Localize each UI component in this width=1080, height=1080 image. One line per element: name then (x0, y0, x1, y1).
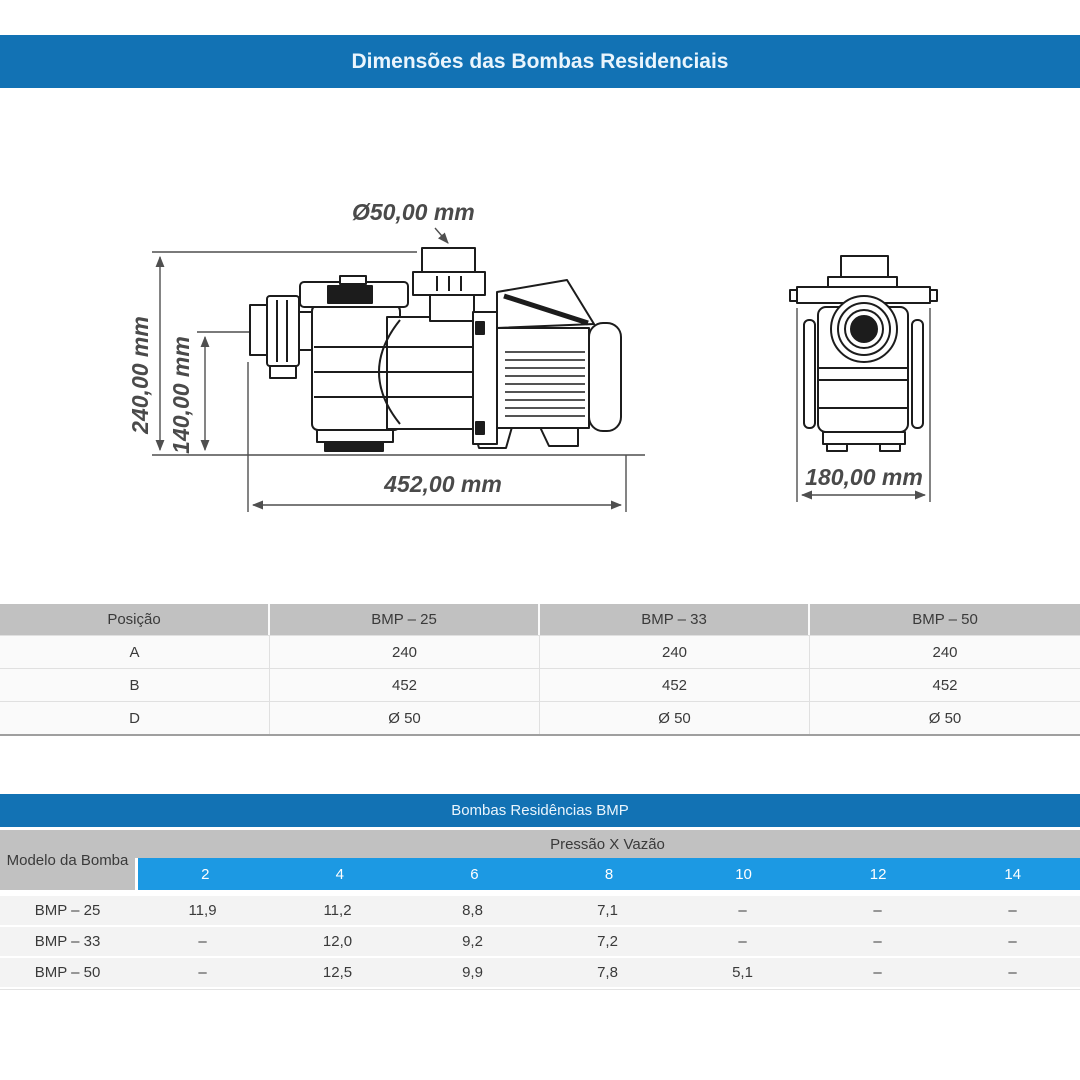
dim-table-cell: 452 (270, 669, 540, 701)
performance-value-cell: – (873, 964, 882, 981)
performance-value-cell: – (198, 964, 207, 981)
dim-table-cell: Ø 50 (540, 702, 810, 734)
diameter-dimension-label: Ø50,00 mm (352, 199, 475, 225)
dim-table-row (0, 635, 1080, 668)
dimensions-table (0, 604, 1080, 736)
performance-value-cell: – (738, 933, 747, 950)
dim-table-header-cell: Posição (0, 604, 270, 635)
dim-table-header-cell: BMP – 33 (540, 604, 810, 635)
performance-value-cell: 11,2 (323, 902, 352, 919)
pump-side-view (250, 248, 621, 451)
performance-value-cell: 9,9 (462, 964, 483, 981)
dim-table-cell: 240 (932, 643, 958, 661)
length-dimension-label: 452,00 mm (384, 471, 502, 497)
dim-table-cell: 452 (932, 676, 958, 694)
flow-column-header: 8 (604, 865, 614, 883)
dim-table-cell: B (0, 669, 270, 701)
model-column-header: Modelo da Bomba (0, 830, 135, 890)
performance-value-cell: 8,8 (462, 902, 483, 919)
dim-table-header-row (0, 604, 1080, 635)
inlet-height-dimension-label: 140,00 mm (168, 336, 194, 454)
performance-value-cell: – (738, 902, 747, 919)
performance-value-cell: 7,2 (597, 933, 618, 950)
performance-value-cell: – (873, 933, 882, 950)
performance-row (0, 896, 1080, 927)
performance-row (0, 927, 1080, 958)
page-title: Dimensões das Bombas Residenciais (351, 49, 729, 73)
flow-column-header: 12 (869, 865, 887, 883)
performance-value-cell: – (1008, 933, 1017, 950)
pump-model-cell: BMP – 33 (34, 933, 101, 950)
dim-table-header-cell: BMP – 25 (270, 604, 540, 635)
performance-value-cell: 12,5 (322, 964, 353, 981)
dim-table-cell: 240 (540, 636, 810, 668)
pump-front-view (790, 256, 937, 451)
dim-table-cell: Ø 50 (270, 702, 540, 734)
dim-table-cell: 240 (270, 636, 540, 668)
width-dimension-label: 180,00 mm (805, 464, 923, 490)
flow-columns-row (135, 858, 1080, 890)
flow-column-header: 2 (201, 865, 210, 883)
performance-table-title: Bombas Residências BMP (0, 794, 1080, 827)
pressure-flow-group-header: Pressão X Vazão (135, 830, 1080, 858)
dim-table-header-cell: BMP – 50 (912, 611, 978, 628)
pump-model-cell: BMP – 25 (34, 902, 101, 919)
performance-table (0, 794, 1080, 990)
dim-table-cell: Ø 50 (928, 709, 962, 727)
performance-value-cell: – (1008, 902, 1017, 919)
pump-technical-drawing (0, 140, 1080, 570)
performance-value-cell: 12,0 (322, 933, 353, 950)
performance-value-cell: – (1008, 964, 1017, 981)
performance-row (0, 958, 1080, 989)
dim-table-row (0, 701, 1080, 734)
dim-table-body (0, 635, 1080, 734)
dim-table-row (0, 668, 1080, 701)
pump-model-cell: BMP – 50 (34, 964, 101, 981)
flow-column-header: 4 (335, 865, 345, 883)
total-height-dimension-label: 240,00 mm (127, 316, 153, 434)
performance-value-cell: – (198, 933, 207, 950)
performance-value-cell: 9,2 (462, 933, 483, 950)
performance-value-cell: 7,8 (597, 964, 618, 981)
flow-column-header: 14 (1004, 865, 1022, 883)
dim-table-cell: D (0, 702, 270, 734)
performance-table-header (0, 830, 1080, 890)
performance-value-cell: 7,1 (597, 902, 618, 919)
flow-column-header: 10 (735, 865, 752, 883)
performance-value-cell: 5,1 (732, 964, 753, 981)
performance-value-cell: 11,9 (188, 902, 217, 919)
flow-column-header: 6 (470, 865, 479, 883)
pressure-flow-header-group (135, 830, 1080, 890)
performance-value-cell: – (873, 902, 882, 919)
title-banner (0, 35, 1080, 88)
performance-table-body (0, 896, 1080, 990)
dim-table-cell: A (0, 636, 270, 668)
dim-table-cell: 452 (540, 669, 810, 701)
